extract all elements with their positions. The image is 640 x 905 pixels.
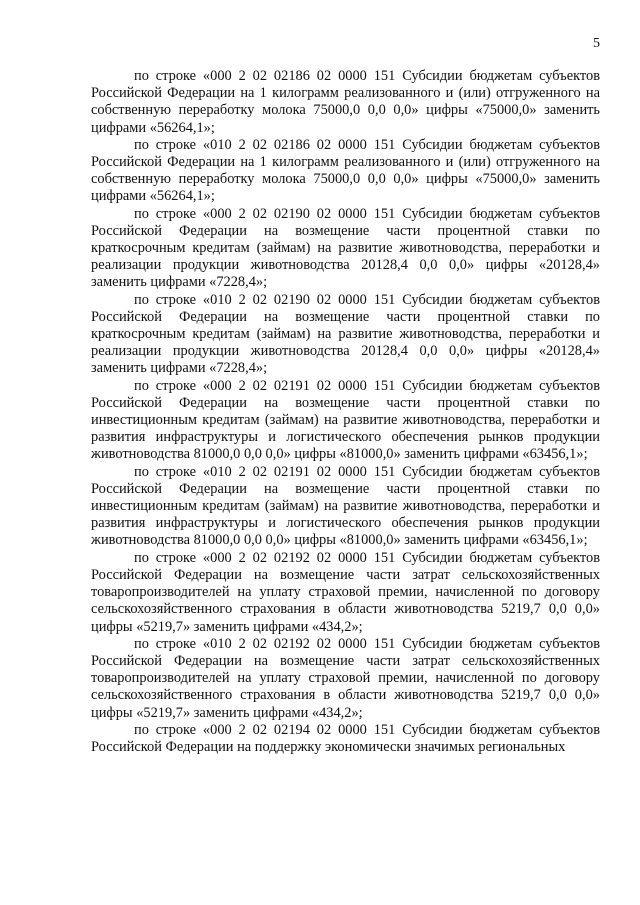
paragraph: по строке «000 2 02 02194 02 0000 151 Субсидии бюджетам субъектов Российской Федерации на поддержку экономически значимых региональных <box>91 721 600 755</box>
paragraph: по строке «010 2 02 02191 02 0000 151 Субсидии бюджетам субъектов Российской Федерации на возмещение части процентной ставки по инвестиционным кредитам (займам) на развитие животноводства, переработки и развития инфраструктуры и логистического обеспечения рынков продукции животноводства 81000,0 0,0 0,0» цифры «81000,0» заменить цифрами «63456,1»; <box>91 463 600 549</box>
paragraph: по строке «000 2 02 02190 02 0000 151 Субсидии бюджетам субъектов Российской Федерации на возмещение части процентной ставки по краткосрочным кредитам (займам) на развитие животноводства, переработки и реализации продукции животноводства 20128,4 0,0 0,0» цифры «20128,4» заменить цифрами «7228,4»; <box>91 205 600 291</box>
paragraph: по строке «010 2 02 02192 02 0000 151 Субсидии бюджетам субъектов Российской Федерации на возмещение части затрат сельскохозяйственных товаропроизводителей на уплату страховой премии, начисленной по договору сельскохозяйственного страхования в области животноводства 5219,7 0,0 0,0» цифры «5219,7» заменить цифрами «434,2»; <box>91 635 600 721</box>
paragraph: по строке «000 2 02 02186 02 0000 151 Субсидии бюджетам субъектов Российской Федерации на 1 килограмм реализованного и (или) отгруженного на собственную переработку молока 75000,0 0,0 0,0» цифры «75000,0» заменить цифрами «56264,1»; <box>91 68 600 136</box>
document-body <box>91 68 600 756</box>
page-number: 5 <box>593 36 600 51</box>
paragraph: по строке «010 2 02 02186 02 0000 151 Субсидии бюджетам субъектов Российской Федерации на 1 килограмм реализованного и (или) отгруженного на собственную переработку молока 75000,0 0,0 0,0» цифры «75000,0» заменить цифрами «56264,1»; <box>91 136 600 205</box>
paragraph: по строке «000 2 02 02191 02 0000 151 Субсидии бюджетам субъектов Российской Федерации на возмещение части процентной ставки по инвестиционным кредитам (займам) на развитие животноводства, переработки и развития инфраструктуры и логистического обеспечения рынков продукции животноводства 81000,0 0,0 0,0» цифры «81000,0» заменить цифрами «63456,1»; <box>91 377 600 463</box>
paragraph: по строке «010 2 02 02190 02 0000 151 Субсидии бюджетам субъектов Российской Федерации на возмещение части процентной ставки по краткосрочным кредитам (займам) на развитие животноводства, переработки и реализации продукции животноводства 20128,4 0,0 0,0» цифры «20128,4» заменить цифрами «7228,4»; <box>91 291 600 377</box>
paragraph: по строке «000 2 02 02192 02 0000 151 Субсидии бюджетам субъектов Российской Федерации на возмещение части затрат сельскохозяйственных товаропроизводителей на уплату страховой премии, начисленной по договору сельскохозяйственного страхования в области животноводства 5219,7 0,0 0,0» цифры «5219,7» заменить цифрами «434,2»; <box>91 549 600 635</box>
